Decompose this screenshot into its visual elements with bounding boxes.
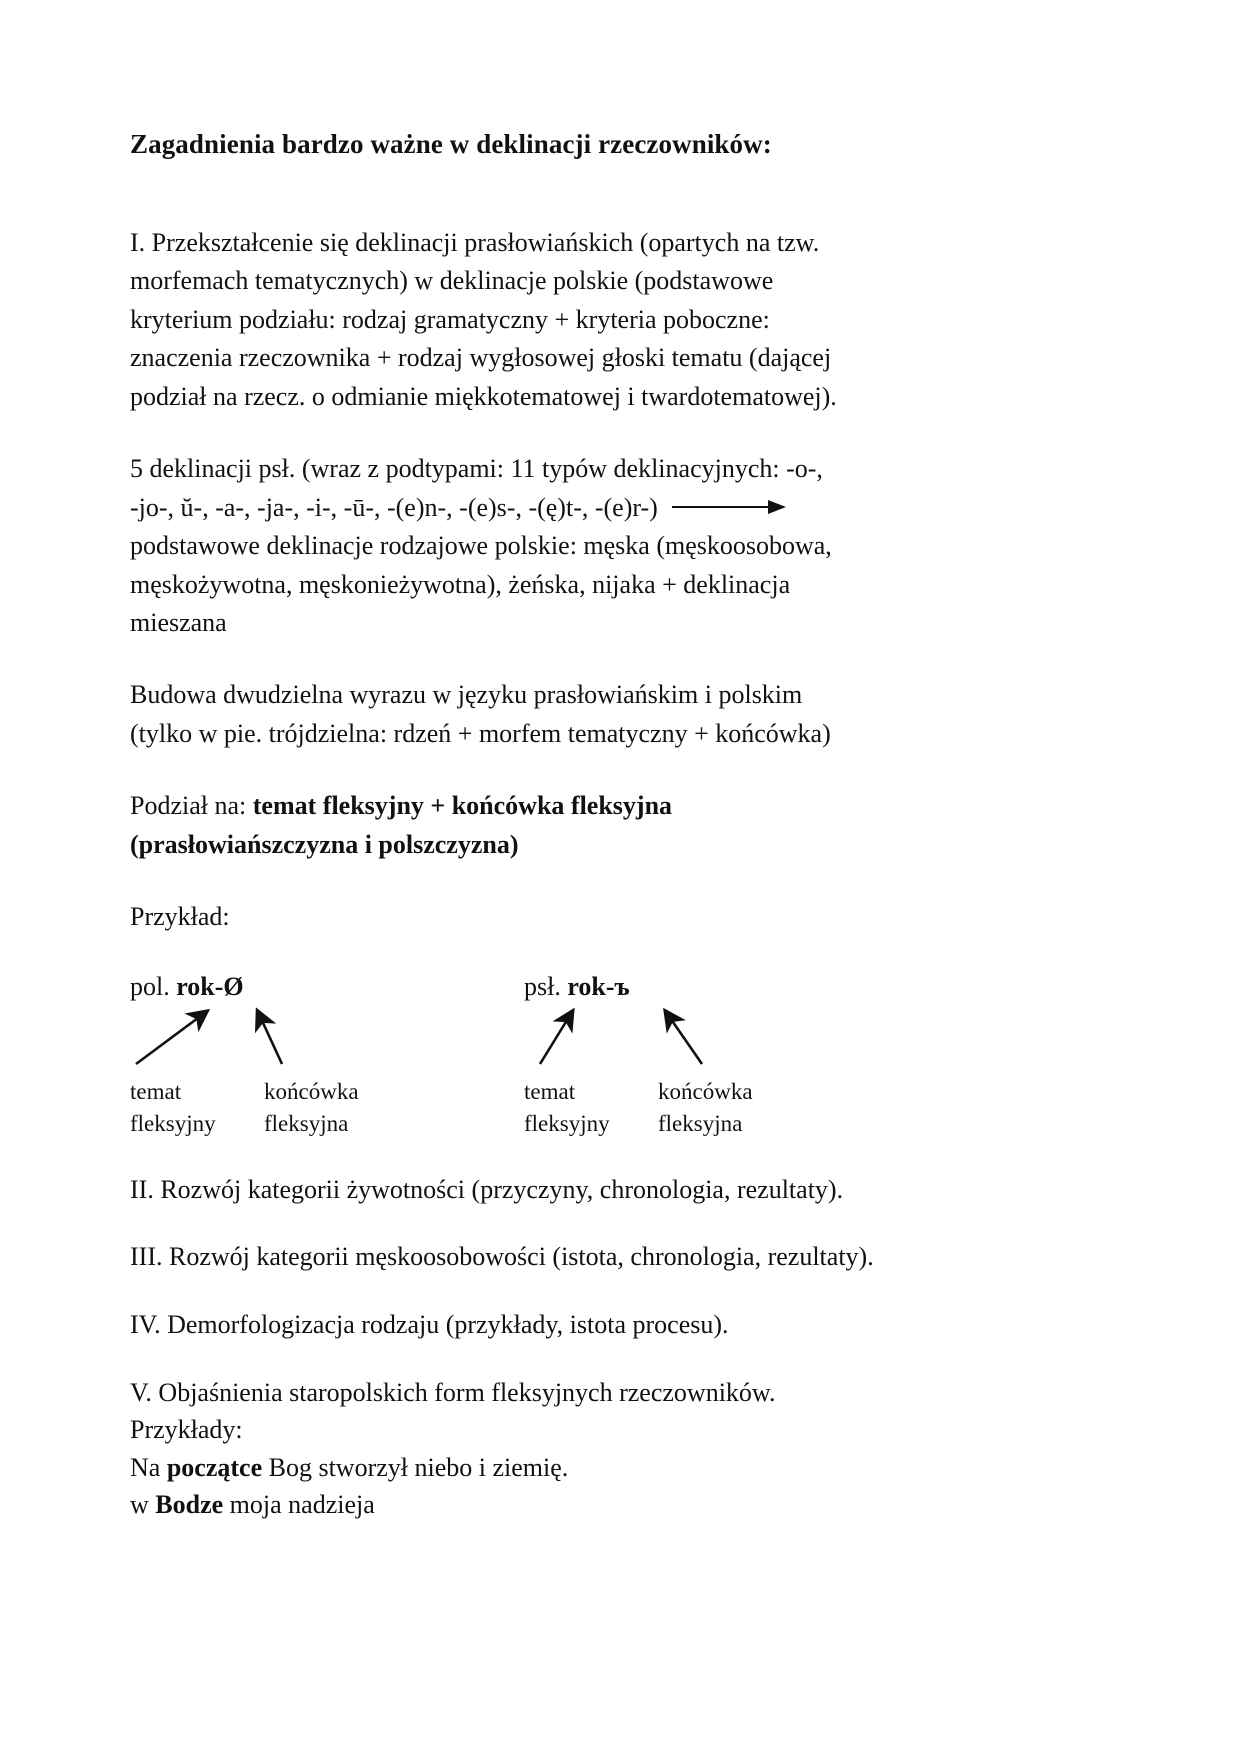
paragraph-declension-types [130,450,960,642]
declension-line-1: 5 deklinacji psł. (wraz z podtypami: 11 typów deklinacyjnych: -o-, [130,454,823,484]
example-lang-polish: pol. [130,971,177,1001]
division-bold-part-1: temat fleksyjny + końcówka fleksyjna [252,791,673,821]
example-word-polish [130,971,430,1002]
section-i-line-4: znaczenia rzeczownika + rodzaj wygłosowej głoski tematu (dającej [130,343,832,373]
right-arrow-icon [672,500,790,514]
example-ending-line-2-polish: fleksyjna [264,1110,349,1136]
section-i-line-1: I. Przekształcenie się deklinacji prasłowiańskich (opartych na tzw. [130,227,820,257]
example-stem-label-polish [130,1076,216,1139]
outline-example-1-pre: Na [130,1452,167,1482]
declension-line-3: podstawowe deklinacje rodzajowe polskie: męska (męskoosobowa, [130,531,832,561]
example-ending-line-2-proto-slavic: fleksyjna [658,1110,743,1136]
example-form-polish: rok-Ø [176,971,244,1001]
example-form-proto-slavic: rok-ъ [567,971,630,1001]
example-group-proto-slavic [524,971,824,1136]
example-stem-line-1-proto-slavic: temat [524,1078,576,1104]
page-title: Zagadnienia bardzo ważne w deklinacji rzeczowników: [130,129,772,159]
example-ending-label-polish [264,1076,359,1139]
outline-example-2-post: moja nadzieja [223,1490,375,1520]
declension-line-4: męskożywotna, męskonieżywotna), żeńska, nijaka + deklinacja [130,569,791,599]
section-i-line-5: podział na rzecz. o odmianie miękkotematowej i twardotematowej). [130,381,837,411]
example-stem-line-2-polish: fleksyjny [130,1110,216,1136]
example-arrows-proto-slavic [524,1002,804,1076]
example-word-proto-slavic [524,971,824,1002]
example-stem-line-2-proto-slavic: fleksyjny [524,1110,610,1136]
section-i-line-3: kryterium podziału: rodzaj gramatyczny + kryteria poboczne: [130,304,770,334]
example-diagram [130,971,1110,1171]
division-prefix: Podział na: [130,791,253,821]
arrow-pair-polish-icon [130,1002,410,1076]
paragraph-division [130,787,960,864]
example-ending-label-proto-slavic [658,1076,753,1139]
word-structure-line-2: (tylko w pie. trójdzielna: rdzeń + morfem tematyczny + końcówka) [130,718,831,748]
outline-item-iii: III. Rozwój kategorii męskoosobowości (istota, chronologia, rezultaty). [130,1242,874,1272]
arrow-pair-proto-slavic-icon [524,1002,804,1076]
outline-example-1-bold: początce [166,1452,263,1482]
outline-item-ii: II. Rozwój kategorii żywotności (przyczyny, chronologia, rezultaty). [130,1174,844,1204]
division-bold-part-2: (prasłowiańszczyzna i polszczyzna) [130,829,519,859]
declension-line-2: -jo-, ŭ-, -a-, -ja-, -i-, -ū-, -(e)n-, -(e)s-, -(ę)t-, -(e)r-) [130,492,658,522]
section-i-line-2: morfemach tematycznych) w deklinacje polskie (podstawowe [130,266,774,296]
word-structure-line-1: Budowa dwudzielna wyrazu w języku prasłowiańskim i polskim [130,680,803,710]
outline-example-2-bold: Bodze [155,1490,224,1520]
paragraph-word-structure [130,676,960,753]
example-group-polish [130,971,430,1136]
outline-example-2-pre: w [130,1490,156,1520]
declension-line-5: mieszana [130,607,227,637]
outline-example-1-post: Bog stworzył niebo i ziemię. [262,1452,569,1482]
outline-item-v-examples-label: Przykłady: [130,1415,243,1445]
example-label: Przykład: [130,902,230,932]
example-ending-line-1-polish: końcówka [264,1078,359,1104]
example-lang-proto-slavic: psł. [524,971,568,1001]
outline-item-v-title: V. Objaśnienia staropolskich form fleksyjnych rzeczowników. [130,1377,776,1407]
example-ending-line-1-proto-slavic: końcówka [658,1078,753,1104]
paragraph-section-i [130,224,960,416]
example-arrows-polish [130,1002,410,1076]
outline-item-iv: IV. Demorfologizacja rodzaju (przykłady, istota procesu). [130,1310,729,1340]
example-stem-line-1-polish: temat [130,1078,182,1104]
example-stem-label-proto-slavic [524,1076,610,1139]
outline-item-v [130,1374,970,1524]
